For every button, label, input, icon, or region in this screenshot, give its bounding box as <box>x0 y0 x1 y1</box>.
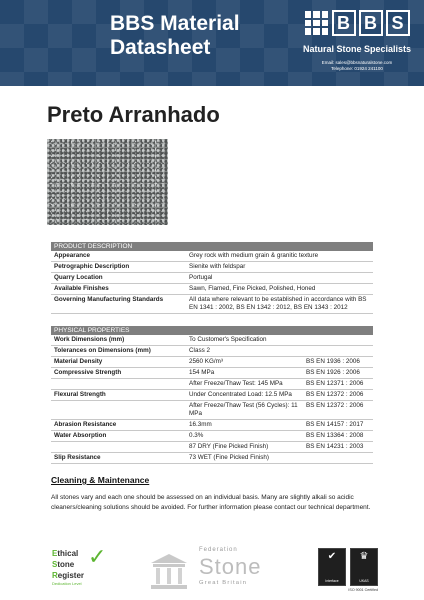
esr-line-3-rest: egister <box>57 571 85 580</box>
iso-caption: ISO 9001 Certified <box>348 588 378 592</box>
contact-email[interactable]: Email: sales@bbsnaturalstone.com <box>321 60 393 65</box>
row-value: 73 WET (Fine Picked Finish) <box>189 454 270 461</box>
row-label: Tolerances on Dimensions (mm) <box>54 347 151 354</box>
row-value: After Freeze/Thaw Test: 145 MPa <box>189 380 283 387</box>
physical-properties-table <box>51 326 373 464</box>
row-standard: BS EN 14231 : 2003 <box>306 443 364 450</box>
product-description-table <box>51 242 373 314</box>
row-label: Work Dimensions (mm) <box>54 336 125 343</box>
row-value: After Freeze/Thaw Test (56 Cycles): 11 MPa <box>189 402 298 417</box>
row-label <box>51 401 186 419</box>
row-value: All data where relevant to be established in accordance with BS EN 1341 : 2002, BS EN 1342 : 2012, BS EN 1343 : 2012 <box>189 296 367 311</box>
stone-label: Stone <box>199 554 262 579</box>
cert-label: Interface <box>325 579 339 583</box>
grid-logo-icon <box>305 11 329 35</box>
ethical-stone-register-logo: Ethical Stone Register Dedication Level <box>52 548 132 586</box>
bbs-logo <box>292 10 422 72</box>
logo-letter-b1: B <box>332 10 356 36</box>
logo-tagline: Natural Stone Specialists <box>302 44 412 54</box>
table-row <box>51 251 373 262</box>
check-badge-icon: ✔ <box>327 551 337 562</box>
row-label: Flexural Strength <box>54 391 106 398</box>
row-label <box>51 442 186 452</box>
interface-cert-badge <box>318 548 346 586</box>
section-heading: PHYSICAL PROPERTIES <box>51 326 373 335</box>
federation-label: Federation <box>199 547 238 553</box>
contact-telephone: Telephone: 01924 241100 <box>331 66 383 71</box>
row-standard: BS EN 13364 : 2008 <box>306 432 364 439</box>
row-standard: BS EN 12371 : 2006 <box>306 380 364 387</box>
row-value: 2560 KG/m³ <box>189 358 223 365</box>
crown-icon: ♛ <box>359 551 369 562</box>
row-value: Portugal <box>189 274 213 281</box>
row-value: 154 MPa <box>189 369 215 376</box>
row-standard: BS EN 1926 : 2006 <box>306 369 360 376</box>
cleaning-heading: Cleaning & Maintenance <box>51 475 150 485</box>
logo-letter-b2: B <box>359 10 383 36</box>
table-row <box>51 273 373 284</box>
row-standard: BS EN 1936 : 2006 <box>306 358 360 365</box>
row-value: 16.3mm <box>189 421 212 428</box>
header-banner <box>0 0 424 86</box>
row-value: Sienite with feldspar <box>189 263 246 270</box>
section-heading: PRODUCT DESCRIPTION <box>51 242 373 251</box>
row-standard: BS EN 14157 : 2017 <box>306 421 364 428</box>
table-row <box>51 295 373 314</box>
row-standard <box>303 335 373 345</box>
esr-subtitle: Dedication Level <box>52 581 82 586</box>
row-value: To Customer's Specification <box>189 336 267 343</box>
esr-line-2-rest: tone <box>57 560 75 569</box>
row-value: Under Concentrated Load: 12.5 MPa <box>189 391 292 398</box>
row-standard <box>303 453 373 463</box>
table-row <box>51 442 373 453</box>
table-row <box>51 390 373 401</box>
great-britain-label: Great Britain <box>199 580 248 586</box>
table-row <box>51 420 373 431</box>
title-line-1: BBS Material <box>110 12 240 35</box>
row-label: Quarry Location <box>54 274 103 281</box>
row-value: 0.3% <box>189 432 204 439</box>
stone-federation-logo <box>147 547 297 597</box>
row-label: Material Density <box>54 358 103 365</box>
stone-sample-image <box>47 139 168 225</box>
product-title: Preto Arranhado <box>47 102 220 127</box>
cert-label: UKAS <box>359 579 369 583</box>
row-label: Available Finishes <box>54 285 109 292</box>
esr-line-1-rest: thical <box>57 549 79 558</box>
logo-letter-s: S <box>386 10 410 36</box>
table-row <box>51 346 373 357</box>
table-row <box>51 401 373 420</box>
row-value: Class 2 <box>189 347 210 354</box>
certification-badges <box>318 548 378 586</box>
table-row <box>51 284 373 295</box>
temple-icon <box>147 551 191 591</box>
row-label: Abrasion Resistance <box>54 421 117 428</box>
row-label: Water Absorption <box>54 432 107 439</box>
title-line-2: Datasheet <box>110 36 211 59</box>
datasheet-title <box>110 12 270 60</box>
row-standard: BS EN 12372 : 2006 <box>306 391 364 398</box>
row-standard <box>303 346 373 356</box>
row-label: Slip Resistance <box>54 454 101 461</box>
table-row <box>51 453 373 464</box>
ukas-cert-badge <box>350 548 378 586</box>
row-label: Petrographic Description <box>54 263 130 270</box>
row-label: Governing Manufacturing Standards <box>54 296 164 303</box>
table-row <box>51 379 373 390</box>
row-value: Sawn, Flamed, Fine Picked, Polished, Honed <box>189 285 316 292</box>
table-row <box>51 431 373 442</box>
table-row <box>51 357 373 368</box>
table-row <box>51 368 373 379</box>
table-row <box>51 262 373 273</box>
row-value: 87 DRY (Fine Picked Finish) <box>189 443 269 450</box>
table-row <box>51 335 373 346</box>
checkmark-icon: ✓ <box>88 544 107 569</box>
row-standard: BS EN 12372 : 2006 <box>306 402 364 409</box>
row-label <box>51 379 186 389</box>
cleaning-text: All stones vary and each one should be assessed on an individual basis. Many are slightly alkali so acidic cleaners/cleaning solutions should be avoided. For further information please contact our technical department. <box>51 494 371 511</box>
row-label: Appearance <box>54 252 91 259</box>
row-value: Grey rock with medium grain & granitic texture <box>189 252 319 259</box>
row-label: Compressive Strength <box>54 369 122 376</box>
